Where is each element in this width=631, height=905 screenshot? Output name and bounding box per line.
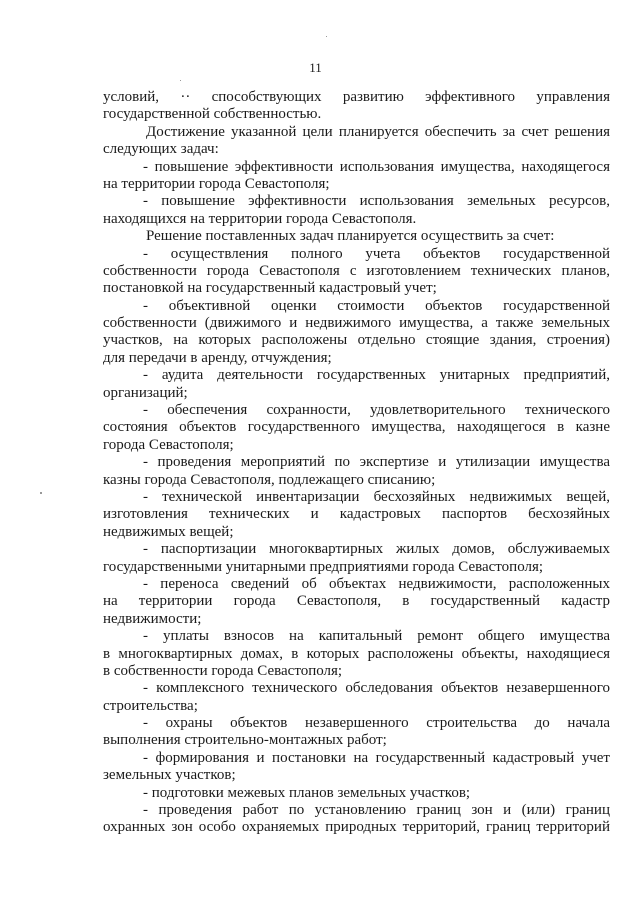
text-line: недвижимых вещей; [103, 523, 234, 540]
text-line: казны города Севастополя, подлежащего списанию; [103, 471, 436, 488]
text-line: строительства; [103, 697, 198, 714]
text-line: - обеспечения сохранности, удовлетворительного технического [143, 402, 610, 419]
text-line: находящихся на территории города Севастополя. [103, 210, 417, 227]
scan-speck [180, 80, 181, 81]
text-line: в многоквартирных домах, в которых расположены объекты, находящиеся [103, 645, 610, 662]
text-line: собственности города Севастополя с изготовлением технических планов, [103, 262, 610, 279]
text-line: условий, ·· способствующих развитию эффективного управления [103, 89, 610, 105]
text-line: на территории города Севастополя, в государственный кадастр [103, 593, 610, 610]
text-line: государственной собственностью. [103, 106, 322, 123]
text-line: - объективной оценки стоимости объектов государственной [143, 297, 610, 314]
text-line: - аудита деятельности государственных унитарных предприятий, [143, 367, 610, 384]
text-line: недвижимости; [103, 610, 202, 627]
text-line: - повышение эффективности использования земельных ресурсов, [143, 193, 610, 210]
text-line: состояния объектов государственного имущества, находящегося в казне [103, 419, 610, 436]
text-line: участков, на которых расположены отдельно стоящие здания, строения) [103, 332, 610, 349]
text-line: Решение поставленных задач планируется осуществить за счет: [146, 228, 555, 245]
text-line: - паспортизации многоквартирных жилых домов, обслуживаемых [143, 541, 610, 558]
text-line: государственными унитарными предприятиями города Севастополя; [103, 558, 544, 575]
text-line: охранных зон особо охраняемых природных территорий, границ территорий [103, 819, 610, 836]
page-number: 11 [309, 60, 322, 75]
document-body [103, 89, 610, 837]
text-line: в собственности города Севастополя; [103, 662, 343, 679]
text-line: - повышение эффективности использования имущества, находящегося [143, 158, 610, 175]
text-line: постановкой на государственный кадастровый учет; [103, 280, 437, 297]
text-line: следующих задач: [103, 141, 219, 158]
text-line: Достижение указанной цели планируется обеспечить за счет решения [146, 123, 610, 140]
text-line: собственности (движимого и недвижимого имущества, а также земельных [103, 315, 610, 332]
text-line: - формирования и постановки на государственный кадастровый учет [143, 749, 610, 766]
text-line: - уплаты взносов на капитальный ремонт общего имущества [143, 628, 610, 645]
text-line: - осуществления полного учета объектов государственной [143, 245, 610, 262]
text-line: - проведения мероприятий по экспертизе и утилизации имущества [143, 454, 610, 471]
text-line: организаций; [103, 384, 188, 401]
text-line: изготовления технических и кадастровых паспортов бесхозяйных [103, 506, 610, 523]
text-line: - подготовки межевых планов земельных участков; [143, 784, 471, 801]
text-line: на территории города Севастополя; [103, 175, 330, 192]
text-line: - охраны объектов незавершенного строительства до начала [143, 715, 610, 732]
text-line: земельных участков; [103, 767, 236, 784]
text-line: - комплексного технического обследования объектов незавершенного [143, 680, 610, 697]
text-line: - проведения работ по установлению границ зон и (или) границ [143, 802, 610, 819]
text-line: для передачи в аренду, отчуждения; [103, 349, 332, 366]
text-line: города Севастополя; [103, 436, 234, 453]
scan-speck [326, 36, 327, 37]
text-line: - переноса сведений об объектах недвижимости, расположенных [143, 575, 610, 592]
scan-speck [40, 492, 42, 494]
text-line: выполнения строительно-монтажных работ; [103, 732, 387, 749]
text-line: - технической инвентаризации бесхозяйных недвижимых вещей, [143, 488, 610, 505]
